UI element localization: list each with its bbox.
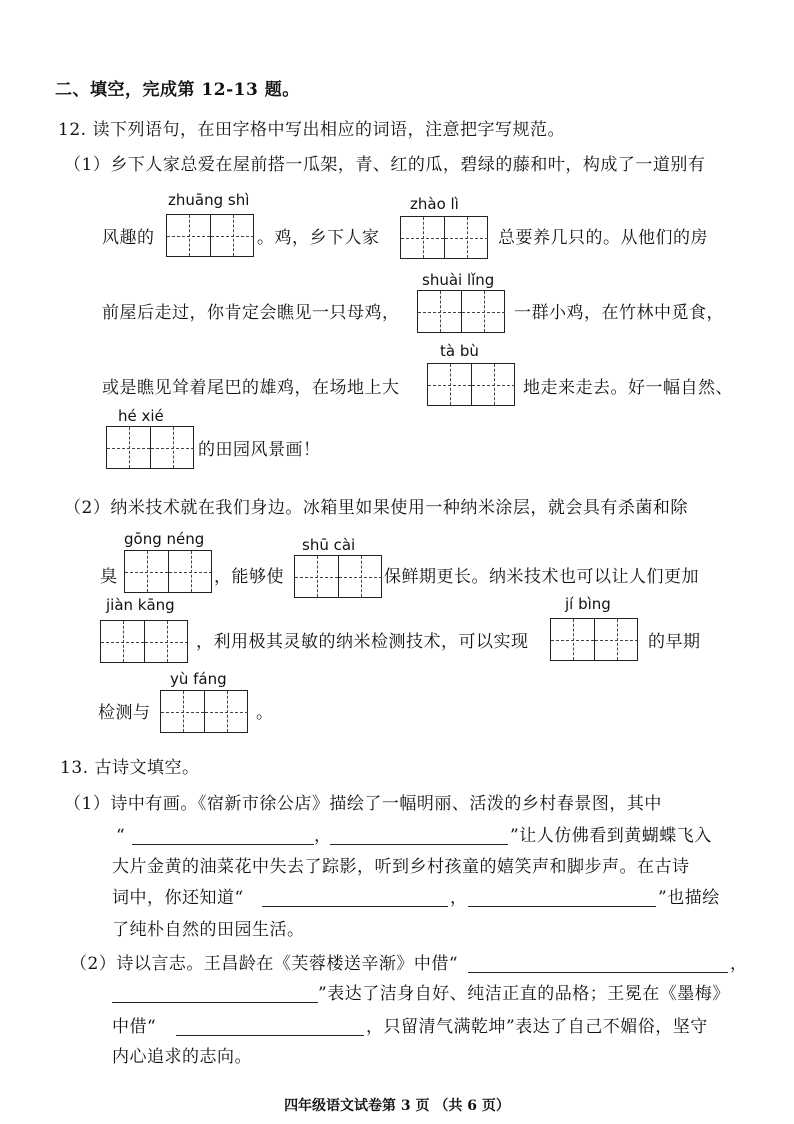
poem-blank-2a[interactable] — [262, 905, 448, 907]
q13-part1-text: ， — [314, 826, 332, 846]
q12-part1-text: 总要养几只的。从他们的房 — [498, 228, 708, 248]
answer-box-jiankang[interactable] — [100, 620, 188, 663]
pinyin-hexie: hé xié — [118, 407, 164, 425]
poem-blank-3a[interactable] — [468, 971, 728, 973]
answer-box-jibing[interactable] — [550, 618, 638, 661]
answer-box-tabu[interactable] — [427, 363, 515, 406]
q13-part1-line1: （1）诗中有画。《宿新市徐公店》描绘了一幅明丽、活泼的乡村春景图，其中 — [64, 794, 662, 814]
pinyin-jiankang: jiàn kāng — [106, 596, 175, 614]
q13-part1-line3: 大片金黄的油菜花中失去了踪影，听到乡村孩童的嬉笑声和脚步声。在古诗 — [112, 857, 690, 877]
pinyin-zhaoli: zhào lì — [410, 195, 459, 213]
question-13-title: 13. 古诗文填空。 — [60, 758, 200, 778]
q13-part2-line4: 内心追求的志向。 — [112, 1047, 252, 1067]
answer-box-yufang[interactable] — [160, 690, 248, 733]
q12-part2-line1: （2）纳米技术就在我们身边。冰箱里如果使用一种纳米涂层，就会具有杀菌和除 — [64, 498, 688, 518]
answer-box-zhaoli[interactable] — [400, 216, 488, 259]
q12-part1-text: 或是瞧见耸着尾巴的雄鸡，在场地上大 — [102, 378, 400, 398]
q13-part2-text: ，只留清气满乾坤”表达了自己不媚俗，坚守 — [366, 1017, 708, 1037]
q12-part1-text: 前屋后走过，你肯定会瞧见一只母鸡， — [102, 303, 400, 323]
q13-part2-text: （2）诗以言志。王昌龄在《芙蓉楼送辛渐》中借“ — [70, 954, 459, 974]
answer-box-shuailing[interactable] — [417, 290, 505, 333]
q13-part2-text: ”表达了洁身自好、纯洁正直的品格；王冕在《墨梅》 — [318, 984, 730, 1004]
poem-blank-1a[interactable] — [132, 843, 314, 845]
q12-part2-text: 臭 — [100, 567, 118, 587]
poem-blank-4[interactable] — [176, 1034, 364, 1036]
pinyin-shuailing: shuài lǐng — [422, 271, 495, 289]
pinyin-zhuangshi: zhuāng shì — [168, 191, 250, 209]
question-12-title: 12. 读下列语句，在田字格中写出相应的词语，注意把字写规范。 — [58, 120, 565, 140]
q13-part1-text: ”让人仿佛看到黄蝴蝶飞入 — [510, 826, 712, 846]
poem-blank-2b[interactable] — [468, 905, 656, 907]
q12-part2-text: 保鲜期更长。纳米技术也可以让人们更加 — [384, 567, 699, 587]
q13-part1-text: ， — [450, 888, 468, 908]
q12-part2-text: ，利用极其灵敏的纳米检测技术，可以实现 — [196, 632, 529, 652]
q13-part1-text: ”也描绘 — [658, 888, 720, 908]
q12-part1-text: 。鸡，乡下人家 — [257, 228, 380, 248]
q13-part1-line5: 了纯朴自然的田园生活。 — [112, 920, 305, 940]
poem-blank-3b[interactable] — [112, 1001, 318, 1003]
poem-blank-1b[interactable] — [330, 843, 508, 845]
q12-part1-text: 风趣的 — [102, 228, 155, 248]
pinyin-yufang: yù fáng — [170, 670, 227, 688]
page-footer: 四年级语文试卷第 3 页 （共 6 页） — [284, 1098, 510, 1114]
q12-part1-line1: （1）乡下人家总爱在屋前搭一瓜架，青、红的瓜，碧绿的藤和叶，构成了一道别有 — [64, 155, 706, 175]
q12-part2-text: ，能够使 — [214, 567, 284, 587]
q12-part1-text: 的田园风景画！ — [198, 440, 321, 460]
answer-box-hexie[interactable] — [106, 426, 194, 469]
q12-part1-text: 地走来走去。好一幅自然、 — [523, 378, 733, 398]
q12-part2-text: 。 — [256, 703, 274, 723]
q13-part2-text: 中借“ — [112, 1017, 157, 1037]
section-heading: 二、填空，完成第 12-13 题。 — [55, 80, 300, 100]
q12-part1-text: 一群小鸡，在竹林中觅食， — [514, 303, 724, 323]
pinyin-jibing: jí bìng — [565, 595, 611, 613]
answer-box-shucai[interactable] — [294, 555, 382, 598]
q12-part2-text: 检测与 — [98, 703, 151, 723]
q13-part2-text: ， — [730, 954, 748, 974]
pinyin-gongneng: gōng néng — [124, 530, 205, 548]
q13-part1-text: “ — [116, 826, 126, 846]
q13-part1-text: 词中，你还知道“ — [112, 888, 244, 908]
pinyin-tabu: tà bù — [440, 342, 479, 360]
q12-part2-text: 的早期 — [648, 632, 701, 652]
pinyin-shucai: shū cài — [302, 536, 356, 554]
answer-box-zhuangshi[interactable] — [166, 214, 254, 257]
answer-box-gongneng[interactable] — [124, 550, 212, 593]
